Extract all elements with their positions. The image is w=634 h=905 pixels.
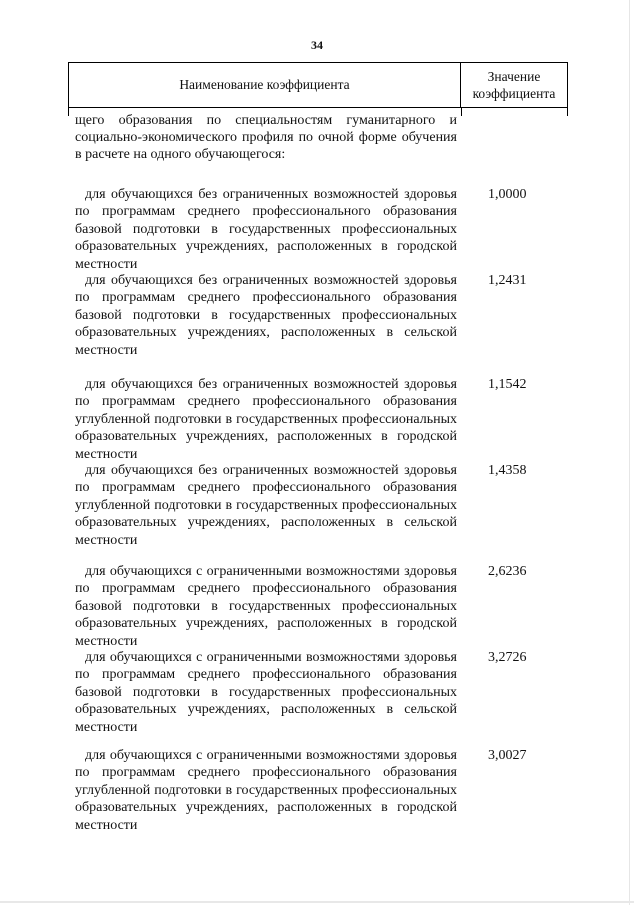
header-value-line2: коэффициента	[472, 86, 556, 101]
header-name-column: Наименование коэффициента	[69, 63, 461, 107]
header-value-column	[461, 63, 567, 107]
table-header	[68, 62, 568, 108]
table-row	[75, 186, 565, 273]
table-border-middle	[461, 108, 462, 116]
row-description: для обучающихся с ограниченными возможностями здоровья по программам среднего профессионального образования базовой подготовки в государственных профессиональных образовательных учреждениях, расположенных в сельской местности	[75, 650, 457, 735]
table-row	[75, 462, 565, 549]
row-value: 3,2726	[488, 650, 527, 665]
row-value: 3,0027	[488, 748, 527, 763]
row-description: для обучающихся без ограниченных возможностей здоровья по программам среднего профессионального образования базовой подготовки в государственных профессиональных образовательных учреждениях, расположенных в сельской местности	[75, 273, 457, 358]
row-description: для обучающихся без ограниченных возможностей здоровья по программам среднего профессионального образования базовой подготовки в государственных профессиональных образовательных учреждениях, расположенных в городской местности	[75, 187, 457, 272]
row-value: 1,2431	[488, 273, 527, 288]
row-value: 2,6236	[488, 564, 527, 579]
table-row	[75, 563, 565, 650]
page-number: 34	[311, 38, 323, 52]
intro-text: щего образования по специальностям гуманитарного и социально-экономического профиля по очной форме обучения в расчете на одного обучающегося:	[75, 113, 457, 162]
row-description: для обучающихся без ограниченных возможностей здоровья по программам среднего профессионального образования углубленной подготовки в государственных профессиональных образовательных учреждениях, расположенных в сельской местности	[75, 463, 457, 548]
table-row	[75, 376, 565, 463]
row-value: 1,0000	[488, 187, 527, 202]
header-value-line1: Значение	[487, 69, 541, 84]
table-row	[75, 649, 565, 736]
table-row	[75, 272, 565, 359]
row-description: для обучающихся с ограниченными возможностями здоровья по программам среднего профессионального образования углубленной подготовки в государственных профессиональных образовательных учреждениях, расположенных в городской местности	[75, 748, 457, 833]
scan-bottom-line	[0, 901, 634, 903]
row-description: для обучающихся с ограниченными возможностями здоровья по программам среднего профессионального образования базовой подготовки в государственных профессиональных образовательных учреждениях, расположенных в городской местности	[75, 564, 457, 649]
row-description: для обучающихся без ограниченных возможностей здоровья по программам среднего профессионального образования углубленной подготовки в государственных профессиональных образовательных учреждениях, расположенных в городской местности	[75, 377, 457, 462]
row-value: 1,1542	[488, 377, 527, 392]
table-row	[75, 747, 565, 834]
table-border-left	[68, 108, 69, 116]
table-border-right	[567, 108, 568, 116]
scan-edge-line	[629, 0, 630, 905]
row-value: 1,4358	[488, 463, 527, 478]
